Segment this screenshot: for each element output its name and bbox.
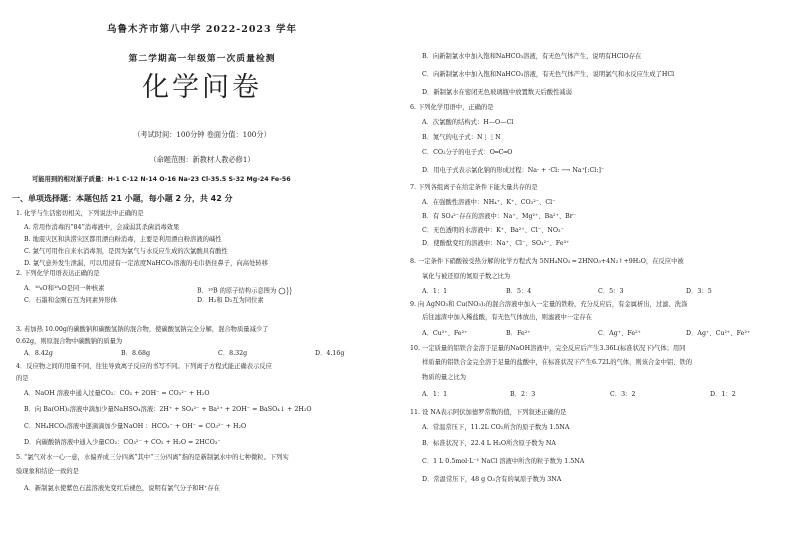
q3-option-a: A．8.42g xyxy=(24,350,53,357)
question-3-cont: 0.62g，则原混合物中碳酸钠的质量为 xyxy=(16,338,123,345)
q11-option-a: A．常温常压下，11.2L CO₂所含的原子数为 1.5NA xyxy=(422,424,570,431)
q7-option-c: C．无色透明的水溶液中：K⁺、Ba²⁺、Cl⁻、NO₃⁻ xyxy=(422,227,564,234)
q2-option-b-text: B．¹⁶B 的原子结构示意图为 xyxy=(197,287,277,295)
q10-option-b: B．2：3 xyxy=(510,391,536,398)
question-5: 5. “氯气对水一心一意，水偏弄成三分四离”其中“三分四离”指的是新制氯水中的七种微粒。下列实 xyxy=(16,454,289,461)
q1-option-d: D. 氯气意外发生泄漏，可以用浸有一定浓度NaHCO₃溶液的毛巾捂住鼻子，向高处转移 xyxy=(24,260,268,267)
q7-option-a: A．在强酸性溶液中：NH₄⁺、K⁺、CO₃²⁻、Cl⁻ xyxy=(422,199,556,206)
exam-title: 第二学期高一年级第一次质量检测 xyxy=(128,54,276,64)
question-9: 9. 向 AgNO₃和 Cu(NO₃)₂的混合溶液中加入一定量的铁粉，充分反应后，有金属析出，过滤、洗涤 xyxy=(410,301,688,308)
question-8-cont: 氧化与被还原的氮原子数之比为 xyxy=(422,273,511,280)
question-8: 8. 一定条件下硝酸铵受热分解的化学方程式为 5NH₄NO₃ ═ 2HNO₃+4N₂↑+9H₂O，在反应中被 xyxy=(410,258,684,265)
section-title: 一、单项选择题：本题包括 21 小题，每小题 2 分，共 42 分 xyxy=(12,194,233,203)
q3-options xyxy=(24,351,344,357)
q2-option-a: A．¹⁶₈O和¹⁸₈O是同一种核素 xyxy=(24,285,105,292)
question-10-cont-1: 样质量的铝铁合金完全溶于足量的盐酸中，在标准状况下产生6.72L的气体，则该合金中铝、铁的 xyxy=(422,359,693,366)
q5-option-c: C．向新制氯水中加入饱和NaHCO₃溶液，有无色气体产生，说明氯气和水反应生成了HCl xyxy=(422,71,675,78)
q6-option-b: B．氮气的电子式：N⋮⋮N xyxy=(422,134,501,141)
q5-option-d: D．新制氯水在密闭无色玻璃瓶中放置数天后酸性减弱 xyxy=(422,89,572,96)
q6-option-a: A．次氯酸的结构式：H—O—Cl xyxy=(422,119,514,126)
q4-option-a: A．NaOH 溶液中通入过量CO₂：CO₂ + 2OH⁻ = CO₃²⁻ + H₂O xyxy=(24,390,210,397)
q10-options xyxy=(422,392,736,398)
q4-option-b: B．向 Ba(OH)₂溶液中滴加少量NaHSO₄溶液：2H⁺ + SO₄²⁻ + Ba²⁺ + 2OH⁻ = BaSO₄↓ + 2H₂O xyxy=(24,406,312,413)
q3-option-b: B．8.68g xyxy=(121,350,150,357)
q3-option-d: D．4.16g xyxy=(315,350,345,357)
q8-option-b: B．5：4 xyxy=(506,288,532,295)
q4-option-d: D．向碳酸钠溶液中通入少量CO₂：CO₃²⁻ + CO₂ + H₂O = 2HCO₃⁻ xyxy=(24,439,221,446)
question-6: 6. 下列化学用语中，正确的是 xyxy=(410,104,494,111)
q1-option-a: A. 常用作消毒的“84”消毒液中，会减弱其杀菌消毒效果 xyxy=(24,224,180,231)
q5-option-a: A．新制氯水使紫色石蕊溶液先变红后褪色，说明有氯气分子和H⁺存在 xyxy=(24,485,220,492)
question-9-cont: 后往滤渣中加入稀盐酸，有无色气体放出，则滤液中一定存在 xyxy=(422,314,593,321)
q6-option-d: D．用电子式表示氯化钠的形成过程：Na· + ·Cl: ⟶ Na⁺[:Cl:]⁻ xyxy=(422,167,605,174)
q2-option-b xyxy=(197,286,294,296)
q8-option-d: D．3：5 xyxy=(686,288,712,295)
q1-option-b: B. 地震灾区和洪涝灾区都用漂白粉消毒，主要是利用漂白粉溶液的碱性 xyxy=(24,236,222,243)
q2-option-c: C．石墨和金刚石互为同素异形体 xyxy=(24,297,117,304)
atomic-masses: 可能用到的相对原子质量：H-1 C-12 N-14 O-16 Na-23 Cl-35.5 S-32 Mg-24 Fe-56 xyxy=(32,176,291,183)
question-4-cont: 的是 xyxy=(16,375,29,382)
exam-time-info: （考试时间：100分钟 卷面分值：100分） xyxy=(133,130,271,139)
question-4: 4．反应物之间的用量不同，往往导致离子反应的书写不同。下列离子方程式能正确表示反应 xyxy=(16,363,272,370)
q11-option-c: C．1 L 0.5mol·L⁻¹ NaCl 溶液中所含的粒子数为 1.5NA xyxy=(422,458,585,465)
q2-option-d: D．H₂和 D₂互为同位素 xyxy=(197,297,264,304)
question-2: 2. 下列化学用语表达正确的是 xyxy=(16,270,100,277)
q8-option-c: C．5：3 xyxy=(598,288,624,295)
q9-option-d: D．Ag⁺、Cu²⁺、Fe²⁺ xyxy=(686,330,751,337)
exam-scope: （命题范围：新教材人教必修1） xyxy=(149,155,255,164)
q9-option-a: A．Cu²⁺、Fe²⁺ xyxy=(422,330,468,337)
q6-option-c: C．CO₂分子的电子式：O═C═O xyxy=(422,149,513,156)
q9-option-b: B．Fe²⁺ xyxy=(506,330,531,337)
atom-structure-icon xyxy=(278,286,294,296)
q8-option-a: A．1：1 xyxy=(422,288,448,295)
school-title: 乌鲁木齐市第八中学 2022-2023 学年 xyxy=(107,24,297,35)
question-1: 1. 化学与生活密切相关，下列说法中正确的是 xyxy=(16,210,144,217)
question-10: 10. 一定质量的铝铁合金溶于足量的NaOH溶液中，完全反应后产生3.36L(标准状况下)气体；用同 xyxy=(410,345,686,352)
question-5-cont: 验现象和结论一致的是 xyxy=(16,468,79,475)
q10-option-d: D．1：2 xyxy=(710,391,736,398)
q4-option-c: C．NH₄HCO₃溶液中逐滴滴加少量NaOH ：HCO₃⁻ + OH⁻ = CO₃²⁻ + H₂O xyxy=(24,423,247,430)
q1-option-c: C. 氯气可用作自来水消毒剂，是因为氯气与水反应生成的次氯酸具有酸性 xyxy=(24,248,228,255)
q5-option-b: B．向新制氯水中加入饱和NaHCO₃溶液，有无色气体产生，说明有HClO存在 xyxy=(422,53,642,60)
question-7: 7. 下列各组离子在给定条件下能大量共存的是 xyxy=(410,184,538,191)
q9-options xyxy=(422,331,750,337)
q3-option-c: C．8.32g xyxy=(218,350,248,357)
paper-title: 化学问卷 xyxy=(142,72,262,103)
q8-options xyxy=(422,289,712,295)
q11-option-b: B．标准状况下，22.4 L H₂O所含原子数为 NA xyxy=(422,440,556,447)
question-10-cont-2: 物质的量之比为 xyxy=(422,374,467,381)
question-3: 3. 若加热 10.00g的碳酸钠和碳酸氢钠的混合物，使碳酸氢钠完全分解，混合物质量减少了 xyxy=(16,326,269,333)
q7-option-b: B．有 SO₄²⁻存在的溶液中：Na⁺、Mg²⁺、Ba²⁺、Br⁻ xyxy=(422,213,577,220)
q11-option-d: D．常温常压下，48 g O₃含有的氧原子数为 3NA xyxy=(422,476,562,483)
q10-option-a: A．1：1 xyxy=(422,391,448,398)
q7-option-d: D．使酚酞变红的溶液中：Na⁺、Cl⁻、SO₄²⁻、Fe³⁺ xyxy=(422,240,570,247)
question-11: 11. 设 NA表示阿伏加德罗常数的值，下列叙述正确的是 xyxy=(410,409,567,416)
q9-option-c: C．Ag⁺、Fe²⁺ xyxy=(598,330,641,337)
q10-option-c: C．3：2 xyxy=(610,391,636,398)
